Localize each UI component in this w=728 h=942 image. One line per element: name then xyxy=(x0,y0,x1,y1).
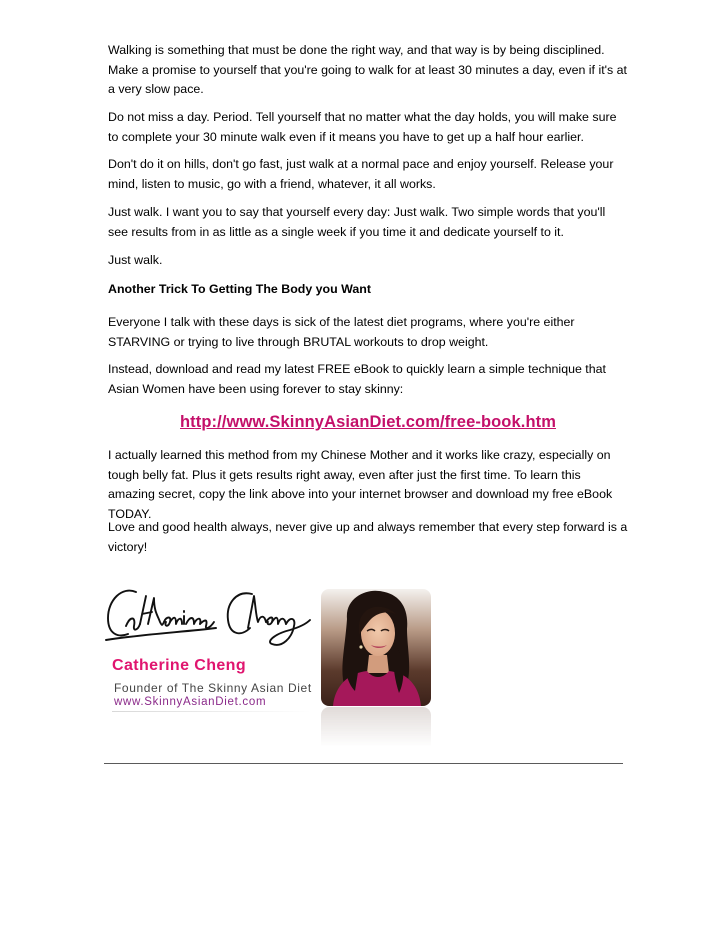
signature-divider xyxy=(112,711,312,712)
paragraph-do-not-miss: Do not miss a day. Period. Tell yourself that no matter what the day holds, you will make sure to complete your 30 minute walk even if it means you have to get up a half hour earlier. xyxy=(108,110,617,144)
section-heading: Another Trick To Getting The Body you Want xyxy=(108,282,371,296)
free-book-link[interactable]: http://www.SkinnyAsianDiet.com/free-book.htm xyxy=(180,413,556,431)
paragraph-walking-discipline: Walking is something that must be done the right way, and that way is by being disciplined. Make a promise to yourself that you're going to walk for at least 30 minutes a day, even if it's at a very slow pace. xyxy=(108,43,627,96)
paragraph-diet-programs: Everyone I talk with these days is sick of the latest diet programs, where you're either STARVING or trying to live through BRUTAL workouts to drop weight. xyxy=(108,315,575,349)
link-line xyxy=(108,413,628,432)
paragraph-love-and-health: Love and good health always, never give up and always remember that every step forward is a victory! xyxy=(108,520,628,554)
paragraph-chinese-mother: I actually learned this method from my Chinese Mother and it works like crazy, especially on tough belly fat. Plus it gets results right away, even after just the first time. To learn this amazing secret, copy the link above into your internet browser and download my free eBook TODAY. xyxy=(108,448,613,521)
portrait-photo xyxy=(321,589,431,706)
paragraph-just-walk: Just walk. I want you to say that yourself every day: Just walk. Two simple words that you'll see results from in as little as a single week if you time it and dedicate yourself to it. xyxy=(108,205,606,239)
portrait-reflection xyxy=(321,707,431,747)
paragraph-just-walk-short: Just walk. xyxy=(108,253,163,267)
author-title: Founder of The Skinny Asian Diet xyxy=(114,681,312,695)
handwritten-signature xyxy=(104,582,314,654)
footer-rule xyxy=(104,763,623,764)
author-website[interactable]: www.SkinnyAsianDiet.com xyxy=(114,696,267,708)
paragraph-no-hills: Don't do it on hills, don't go fast, just walk at a normal pace and enjoy yourself. Release your mind, listen to music, go with a friend, whatever, it all works. xyxy=(108,157,614,191)
paragraph-free-ebook: Instead, download and read my latest FREE eBook to quickly learn a simple technique that Asian Women have been using forever to stay skinny: xyxy=(108,362,606,396)
author-name: Catherine Cheng xyxy=(112,657,247,674)
